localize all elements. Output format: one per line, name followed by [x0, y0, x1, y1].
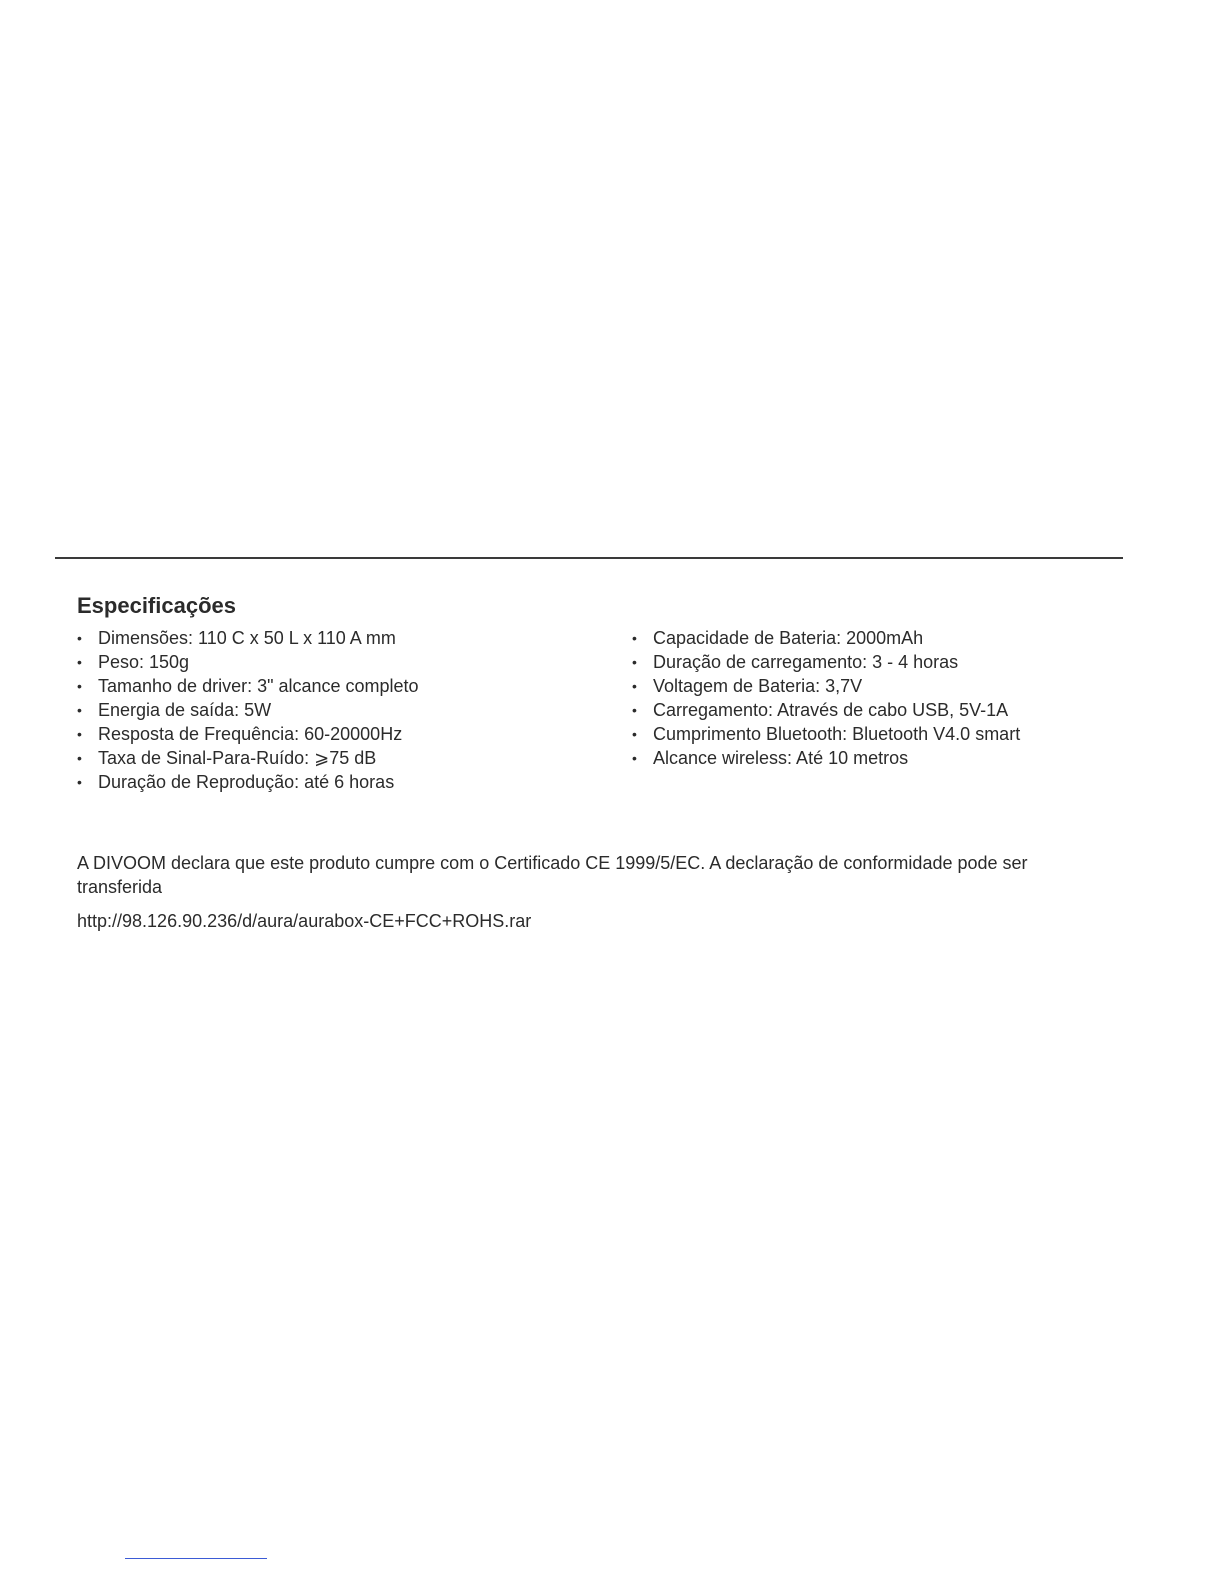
spec-item: [632, 650, 1152, 674]
footnote-rule: [125, 1558, 267, 1559]
bullet-icon: •: [632, 750, 637, 766]
bullet-icon: •: [77, 630, 82, 646]
spec-item: [77, 650, 597, 674]
declaration-url: http://98.126.90.236/d/aura/aurabox-CE+FCC+ROHS.rar: [77, 911, 532, 931]
spec-text: Duração de Reprodução: até 6 horas: [98, 772, 395, 792]
spec-text: Tamanho de driver: 3" alcance completo: [98, 676, 419, 696]
spec-item: [77, 770, 597, 794]
spec-item: [77, 698, 597, 722]
spec-text: Cumprimento Bluetooth: Bluetooth V4.0 smart: [653, 724, 1021, 744]
bullet-icon: •: [632, 702, 637, 718]
spec-item: [77, 722, 597, 746]
spec-item: [632, 746, 1152, 770]
bullet-icon: •: [77, 678, 82, 694]
spec-list-right: [632, 626, 1152, 770]
conformity-declaration: A DIVOOM declara que este produto cumpre com o Certificado CE 1999/5/EC. A declaração de conformidade pode ser transferida: [77, 853, 1028, 897]
spec-text: Taxa de Sinal-Para-Ruído: ⩾75 dB: [98, 748, 377, 768]
spec-text: Dimensões: 110 C x 50 L x 110 A mm: [98, 628, 396, 648]
spec-item: [77, 626, 597, 650]
bullet-icon: •: [77, 654, 82, 670]
spec-text: Energia de saída: 5W: [98, 700, 272, 720]
spec-list-left: [77, 626, 597, 794]
bullet-icon: •: [77, 726, 82, 742]
spec-text: Capacidade de Bateria: 2000mAh: [653, 628, 924, 648]
section-divider: [55, 557, 1123, 559]
section-title: Especificações: [77, 593, 236, 618]
spec-text: Carregamento: Através de cabo USB, 5V-1A: [653, 700, 1009, 720]
bullet-icon: •: [632, 630, 637, 646]
bullet-icon: •: [632, 654, 637, 670]
spec-item: [632, 626, 1152, 650]
spec-item: [632, 722, 1152, 746]
spec-text: Duração de carregamento: 3 - 4 horas: [653, 652, 959, 672]
bullet-icon: •: [77, 702, 82, 718]
bullet-icon: •: [632, 726, 637, 742]
spec-text: Peso: 150g: [98, 652, 190, 672]
spec-item: [632, 698, 1152, 722]
bullet-icon: •: [77, 774, 82, 790]
spec-item: [77, 674, 597, 698]
spec-text: Resposta de Frequência: 60-20000Hz: [98, 724, 403, 744]
spec-text: Alcance wireless: Até 10 metros: [653, 748, 909, 768]
bullet-icon: •: [632, 678, 637, 694]
spec-item: [632, 674, 1152, 698]
spec-text: Voltagem de Bateria: 3,7V: [653, 676, 863, 696]
spec-item: [77, 746, 597, 770]
bullet-icon: •: [77, 750, 82, 766]
